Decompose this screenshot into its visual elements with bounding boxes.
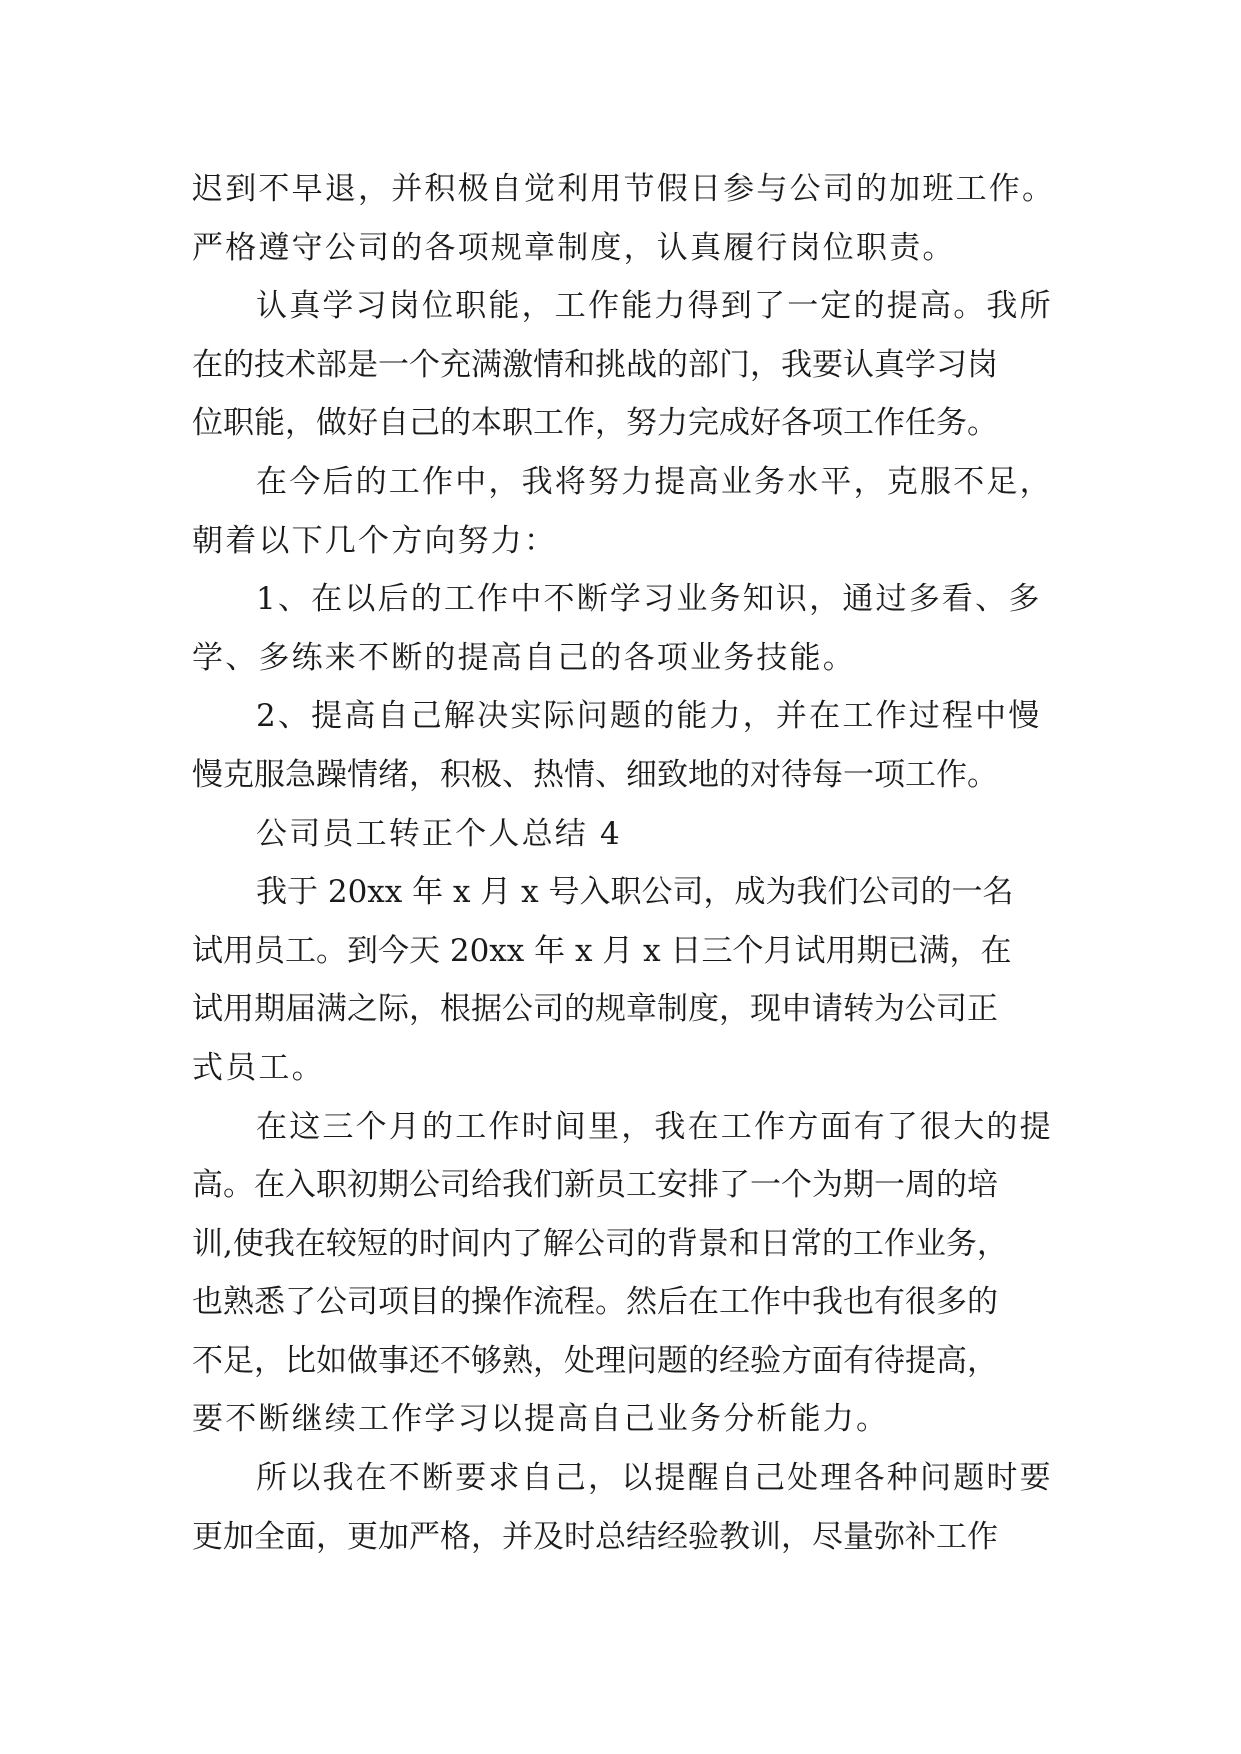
section-heading: 公司员工转正个人总结 4 xyxy=(256,815,622,852)
list-item-1-line: 1、在以后的工作中不断学习业务知识，通过多看、多 xyxy=(256,581,1042,618)
paragraph-start-line: 在今后的工作中，我将努力提高业务水平，克服不足， xyxy=(256,463,1053,500)
text-line: 式员工。 xyxy=(192,1049,325,1086)
document-body xyxy=(192,160,1072,1566)
text-line: 要不断继续工作学习以提高自己业务分析能力。 xyxy=(192,1401,890,1438)
paragraph-start-line: 认真学习岗位职能，工作能力得到了一定的提高。我所 xyxy=(256,288,1053,325)
text-line: 慢克服急躁情绪，积极、热情、细致地的对待每一项工作。 xyxy=(192,756,998,793)
text-line: 严格遵守公司的各项规章制度，认真履行岗位职责。 xyxy=(192,229,956,266)
paragraph-start-line: 我于 20xx 年 x 月 x 号入职公司，成为我们公司的一名 xyxy=(256,874,1014,911)
text-line: 朝着以下几个方向努力： xyxy=(192,522,558,559)
text-line: 位职能，做好自己的本职工作，努力完成好各项工作任务。 xyxy=(192,405,998,442)
paragraph-start-line: 在这三个月的工作时间里，我在工作方面有了很大的提 xyxy=(256,1108,1053,1145)
text-line: 迟到不早退，并积极自觉利用节假日参与公司的加班工作。 xyxy=(192,171,1056,207)
list-item-2-line: 2、提高自己解决实际问题的能力，并在工作过程中慢 xyxy=(256,698,1042,735)
text-line: 不足，比如做事还不够熟，处理问题的经验方面有待提高， xyxy=(192,1342,998,1379)
text-line: 训,使我在较短的时间内了解公司的背景和日常的工作业务， xyxy=(192,1225,1008,1262)
text-line: 也熟悉了公司项目的操作流程。然后在工作中我也有很多的 xyxy=(192,1284,998,1321)
text-line: 在的技术部是一个充满激情和挑战的部门，我要认真学习岗 xyxy=(192,346,998,383)
text-line: 学、多练来不断的提高自己的各项业务技能。 xyxy=(192,639,856,676)
text-line: 更加全面，更加严格，并及时总结经验教训，尽量弥补工作 xyxy=(192,1518,998,1555)
text-line: 高。在入职初期公司给我们新员工安排了一个为期一周的培 xyxy=(192,1167,998,1204)
text-line: 试用期届满之际，根据公司的规章制度，现申请转为公司正 xyxy=(192,991,998,1028)
paragraph-start-line: 所以我在不断要求自己，以提醒自己处理各种问题时要 xyxy=(256,1460,1053,1497)
text-line: 试用员工。到今天 20xx 年 x 月 x 日三个月试用期已满，在 xyxy=(192,932,1012,969)
